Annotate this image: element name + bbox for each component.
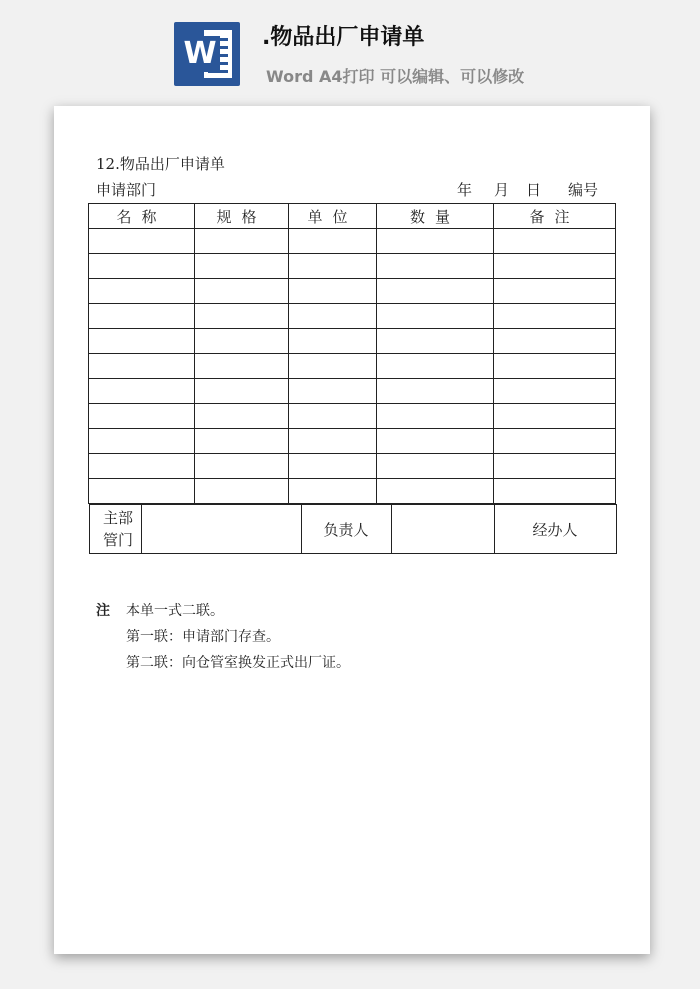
table-cell[interactable] [195, 479, 289, 504]
table-cell[interactable] [195, 254, 289, 279]
responsible-label: 负责人 [301, 505, 391, 554]
table-cell[interactable] [289, 229, 377, 254]
table-cell[interactable] [377, 329, 494, 354]
manager-signature-cell[interactable] [141, 505, 301, 554]
date-month-label: 月 [494, 181, 510, 199]
table-row [89, 479, 616, 504]
column-header-unit: 单位 [289, 204, 377, 229]
table-cell[interactable] [377, 429, 494, 454]
table-cell[interactable] [89, 329, 195, 354]
column-header-name: 名称 [89, 204, 195, 229]
manager-department-label: 主部 管门 [89, 505, 141, 554]
table-cell[interactable] [89, 304, 195, 329]
table-cell[interactable] [195, 454, 289, 479]
table-cell[interactable] [494, 229, 616, 254]
table-cell[interactable] [195, 354, 289, 379]
table-cell[interactable] [377, 354, 494, 379]
table-cell[interactable] [89, 229, 195, 254]
column-header-quantity: 数量 [377, 204, 494, 229]
word-letter: W [180, 36, 220, 72]
notes-label: 注 [96, 603, 110, 619]
table-row [89, 304, 616, 329]
responsible-signature-cell[interactable] [391, 505, 494, 554]
table-footer-row [89, 504, 616, 555]
word-doc-icon [174, 22, 240, 86]
table-row [89, 254, 616, 279]
table-cell[interactable] [89, 254, 195, 279]
table-cell[interactable] [89, 429, 195, 454]
table-row [89, 354, 616, 379]
table-cell[interactable] [494, 304, 616, 329]
column-header-spec: 规格 [195, 204, 289, 229]
department-label: 申请部门 [96, 181, 157, 199]
table-cell[interactable] [195, 304, 289, 329]
table-cell[interactable] [89, 279, 195, 304]
table-cell[interactable] [289, 329, 377, 354]
table-cell[interactable] [377, 304, 494, 329]
table-cell[interactable] [494, 479, 616, 504]
table-cell[interactable] [289, 404, 377, 429]
table-row [89, 229, 616, 254]
table-cell[interactable] [89, 454, 195, 479]
table-row [89, 379, 616, 404]
date-year-label: 年 [457, 181, 473, 199]
table-cell[interactable] [494, 404, 616, 429]
table-row [89, 329, 616, 354]
document-page [54, 106, 650, 954]
notes-section [96, 598, 350, 676]
table-cell[interactable] [89, 404, 195, 429]
table-body [89, 229, 616, 504]
table-cell[interactable] [377, 279, 494, 304]
table-cell[interactable] [377, 479, 494, 504]
page-header [0, 0, 700, 106]
table-cell[interactable] [494, 254, 616, 279]
document-heading: 12.物品出厂申请单 [96, 155, 225, 173]
table-cell[interactable] [195, 429, 289, 454]
table-cell[interactable] [289, 429, 377, 454]
table-cell[interactable] [377, 454, 494, 479]
table-cell[interactable] [195, 279, 289, 304]
table-cell[interactable] [289, 354, 377, 379]
table-cell[interactable] [89, 479, 195, 504]
table-cell[interactable] [289, 279, 377, 304]
table-cell[interactable] [289, 454, 377, 479]
table-cell[interactable] [494, 279, 616, 304]
table-cell[interactable] [377, 229, 494, 254]
table-header-row [89, 204, 616, 229]
table-cell[interactable] [289, 479, 377, 504]
date-day-label: 日 [526, 181, 542, 199]
table-cell[interactable] [289, 379, 377, 404]
table-cell[interactable] [195, 329, 289, 354]
column-header-remarks: 备注 [494, 204, 616, 229]
table-cell[interactable] [289, 304, 377, 329]
table-cell[interactable] [195, 379, 289, 404]
table-cell[interactable] [195, 404, 289, 429]
table-cell[interactable] [494, 379, 616, 404]
table-cell[interactable] [377, 404, 494, 429]
table-row [89, 404, 616, 429]
table-row [89, 454, 616, 479]
table-cell[interactable] [195, 229, 289, 254]
table-cell[interactable] [289, 254, 377, 279]
table-row [89, 429, 616, 454]
table-cell[interactable] [494, 354, 616, 379]
note-line-2: 第一联：申请部门存查。 [126, 629, 280, 645]
table-cell[interactable] [89, 379, 195, 404]
table-cell[interactable] [377, 254, 494, 279]
table-row [89, 279, 616, 304]
page-title: .物品出厂申请单 [262, 25, 425, 50]
page-subtitle: Word A4打印 可以编辑、可以修改 [266, 67, 525, 86]
table-cell[interactable] [494, 429, 616, 454]
handler-label: 经办人 [494, 505, 616, 554]
table-cell[interactable] [494, 454, 616, 479]
table-cell[interactable] [494, 329, 616, 354]
serial-number-label: 编号 [568, 181, 599, 199]
note-line-1: 本单一式二联。 [126, 603, 224, 619]
note-line-3: 第二联：向仓管室换发正式出厂证。 [126, 655, 350, 671]
table-cell[interactable] [89, 354, 195, 379]
table-cell[interactable] [377, 379, 494, 404]
application-table [88, 203, 616, 554]
